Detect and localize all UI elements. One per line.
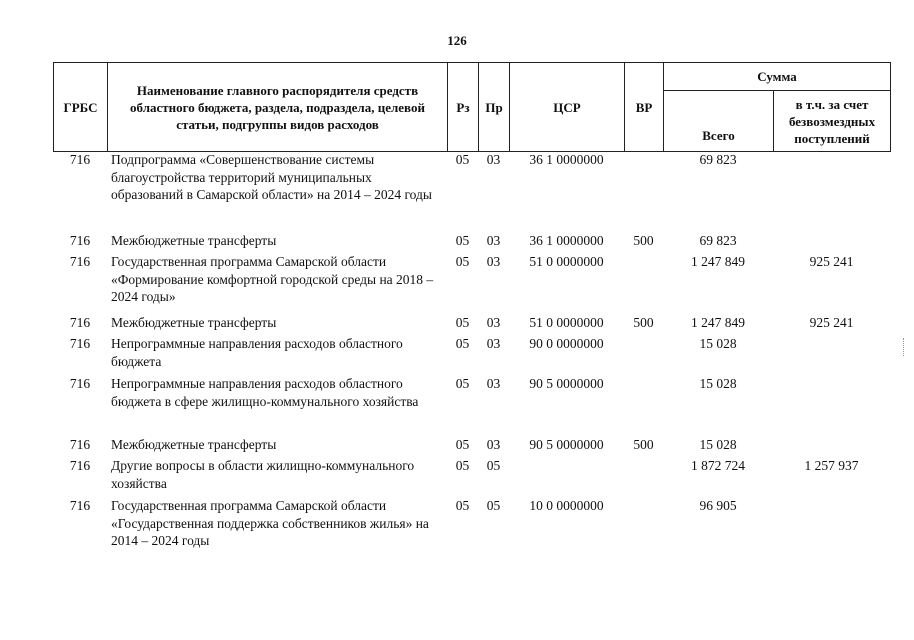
header-pr: Пр (479, 63, 510, 152)
cell-total: 96 905 (699, 498, 737, 513)
cell-name: Другие вопросы в области жилищно-коммунального хозяйства (111, 458, 415, 491)
header-grbs: ГРБС (54, 63, 108, 152)
cell-name: Межбюджетные трансферты (111, 315, 277, 330)
cell-grbs: 716 (69, 152, 91, 167)
cell-csr: 36 1 0000000 (529, 233, 604, 248)
cell-free (773, 436, 890, 457)
cell-csr: 90 5 0000000 (529, 437, 604, 452)
cell-name: Непрограммные направления расходов областного бюджета (111, 336, 403, 369)
cell-rz: 05 (455, 233, 470, 248)
table-header (53, 62, 891, 152)
cell-pr: 03 (486, 152, 501, 167)
cell-free: 925 241 (809, 254, 854, 269)
cell-total: 69 823 (699, 233, 737, 248)
cell-vr: 500 (633, 315, 654, 330)
cell-free: 925 241 (809, 315, 854, 330)
cell-vr (624, 253, 663, 314)
cell-grbs: 716 (69, 336, 91, 351)
header-total: Всего (664, 91, 774, 152)
cell-total: 15 028 (699, 437, 737, 452)
cell-pr: 05 (486, 498, 501, 513)
cell-free (773, 335, 890, 375)
cell-name: Подпрограмма «Совершенствование системы благоустройства территорий муниципальных образований в Самарской области» на 2014 – 2024 годы (111, 152, 432, 202)
cell-csr: 51 0 0000000 (529, 254, 604, 269)
header-free: в т.ч. за счет безвозмездных поступлений (774, 91, 891, 152)
cell-rz: 05 (455, 437, 470, 452)
cell-csr: 90 5 0000000 (529, 376, 604, 391)
cell-name: Государственная программа Самарской области «Формирование комфортной городской среды на 2018 – 2024 годы» (111, 254, 434, 304)
cell-vr (624, 497, 663, 557)
header-vr: ВР (625, 63, 664, 152)
cell-pr: 03 (486, 254, 501, 269)
cell-rz: 05 (455, 376, 470, 391)
table-row (53, 335, 890, 375)
cell-pr: 03 (486, 336, 501, 351)
cell-free: 1 257 937 (804, 458, 859, 473)
header-rz: Рз (448, 63, 479, 152)
cell-total: 15 028 (699, 336, 737, 351)
cell-csr: 10 0 0000000 (529, 498, 604, 513)
cell-pr: 03 (486, 376, 501, 391)
cell-csr: 36 1 0000000 (529, 152, 604, 167)
header-sum: Сумма (664, 63, 891, 91)
cell-total: 15 028 (699, 376, 737, 391)
cell-free (773, 497, 890, 557)
cell-vr (624, 457, 663, 497)
cell-name: Государственная программа Самарской области «Государственная поддержка собственников жилья» на 2014 – 2024 годы (111, 498, 429, 548)
cell-free (773, 375, 890, 436)
cell-pr: 03 (486, 315, 501, 330)
cell-rz: 05 (455, 254, 470, 269)
cell-total: 1 247 849 (691, 315, 745, 330)
cell-csr (509, 457, 624, 497)
cell-pr: 03 (486, 437, 501, 452)
cell-name: Непрограммные направления расходов областного бюджета в сфере жилищно-коммунального хозяйства (111, 376, 419, 409)
cell-vr (624, 375, 663, 436)
cell-vr: 500 (633, 437, 654, 452)
cell-csr: 90 0 0000000 (529, 336, 604, 351)
cell-free (773, 232, 890, 253)
table-row (53, 375, 890, 436)
cell-rz: 05 (455, 336, 470, 351)
cell-vr (624, 151, 663, 232)
table-row (53, 436, 890, 457)
cell-grbs: 716 (69, 458, 91, 473)
table-row (53, 497, 890, 557)
cell-vr: 500 (633, 233, 654, 248)
table-row (53, 151, 890, 232)
cell-rz: 05 (455, 152, 470, 167)
cell-grbs: 716 (69, 315, 91, 330)
cell-grbs: 716 (69, 233, 91, 248)
cell-free (773, 151, 890, 232)
cell-grbs: 716 (69, 254, 91, 269)
header-name: Наименование главного распорядителя средств областного бюджета, раздела, подраздела, целевой статьи, подгруппы видов расходов (108, 63, 448, 152)
table-row (53, 314, 890, 335)
cell-pr: 05 (486, 458, 501, 473)
cell-name: Межбюджетные трансферты (111, 233, 277, 248)
page-number: 126 (447, 33, 467, 48)
cell-total: 1 247 849 (691, 254, 745, 269)
cell-pr: 03 (486, 233, 501, 248)
cell-total: 1 872 724 (691, 458, 745, 473)
cell-name: Межбюджетные трансферты (111, 437, 277, 452)
cell-grbs: 716 (69, 437, 91, 452)
budget-table-body (53, 151, 890, 557)
cell-total: 69 823 (699, 152, 737, 167)
cell-vr (624, 335, 663, 375)
table-row (53, 253, 890, 314)
cell-rz: 05 (455, 315, 470, 330)
table-row (53, 232, 890, 253)
header-csr: ЦСР (510, 63, 625, 152)
cell-grbs: 716 (69, 376, 91, 391)
cell-grbs: 716 (69, 498, 91, 513)
cell-rz: 05 (455, 498, 470, 513)
table-row (53, 457, 890, 497)
scan-artifact (903, 338, 910, 356)
cell-csr: 51 0 0000000 (529, 315, 604, 330)
cell-rz: 05 (455, 458, 470, 473)
